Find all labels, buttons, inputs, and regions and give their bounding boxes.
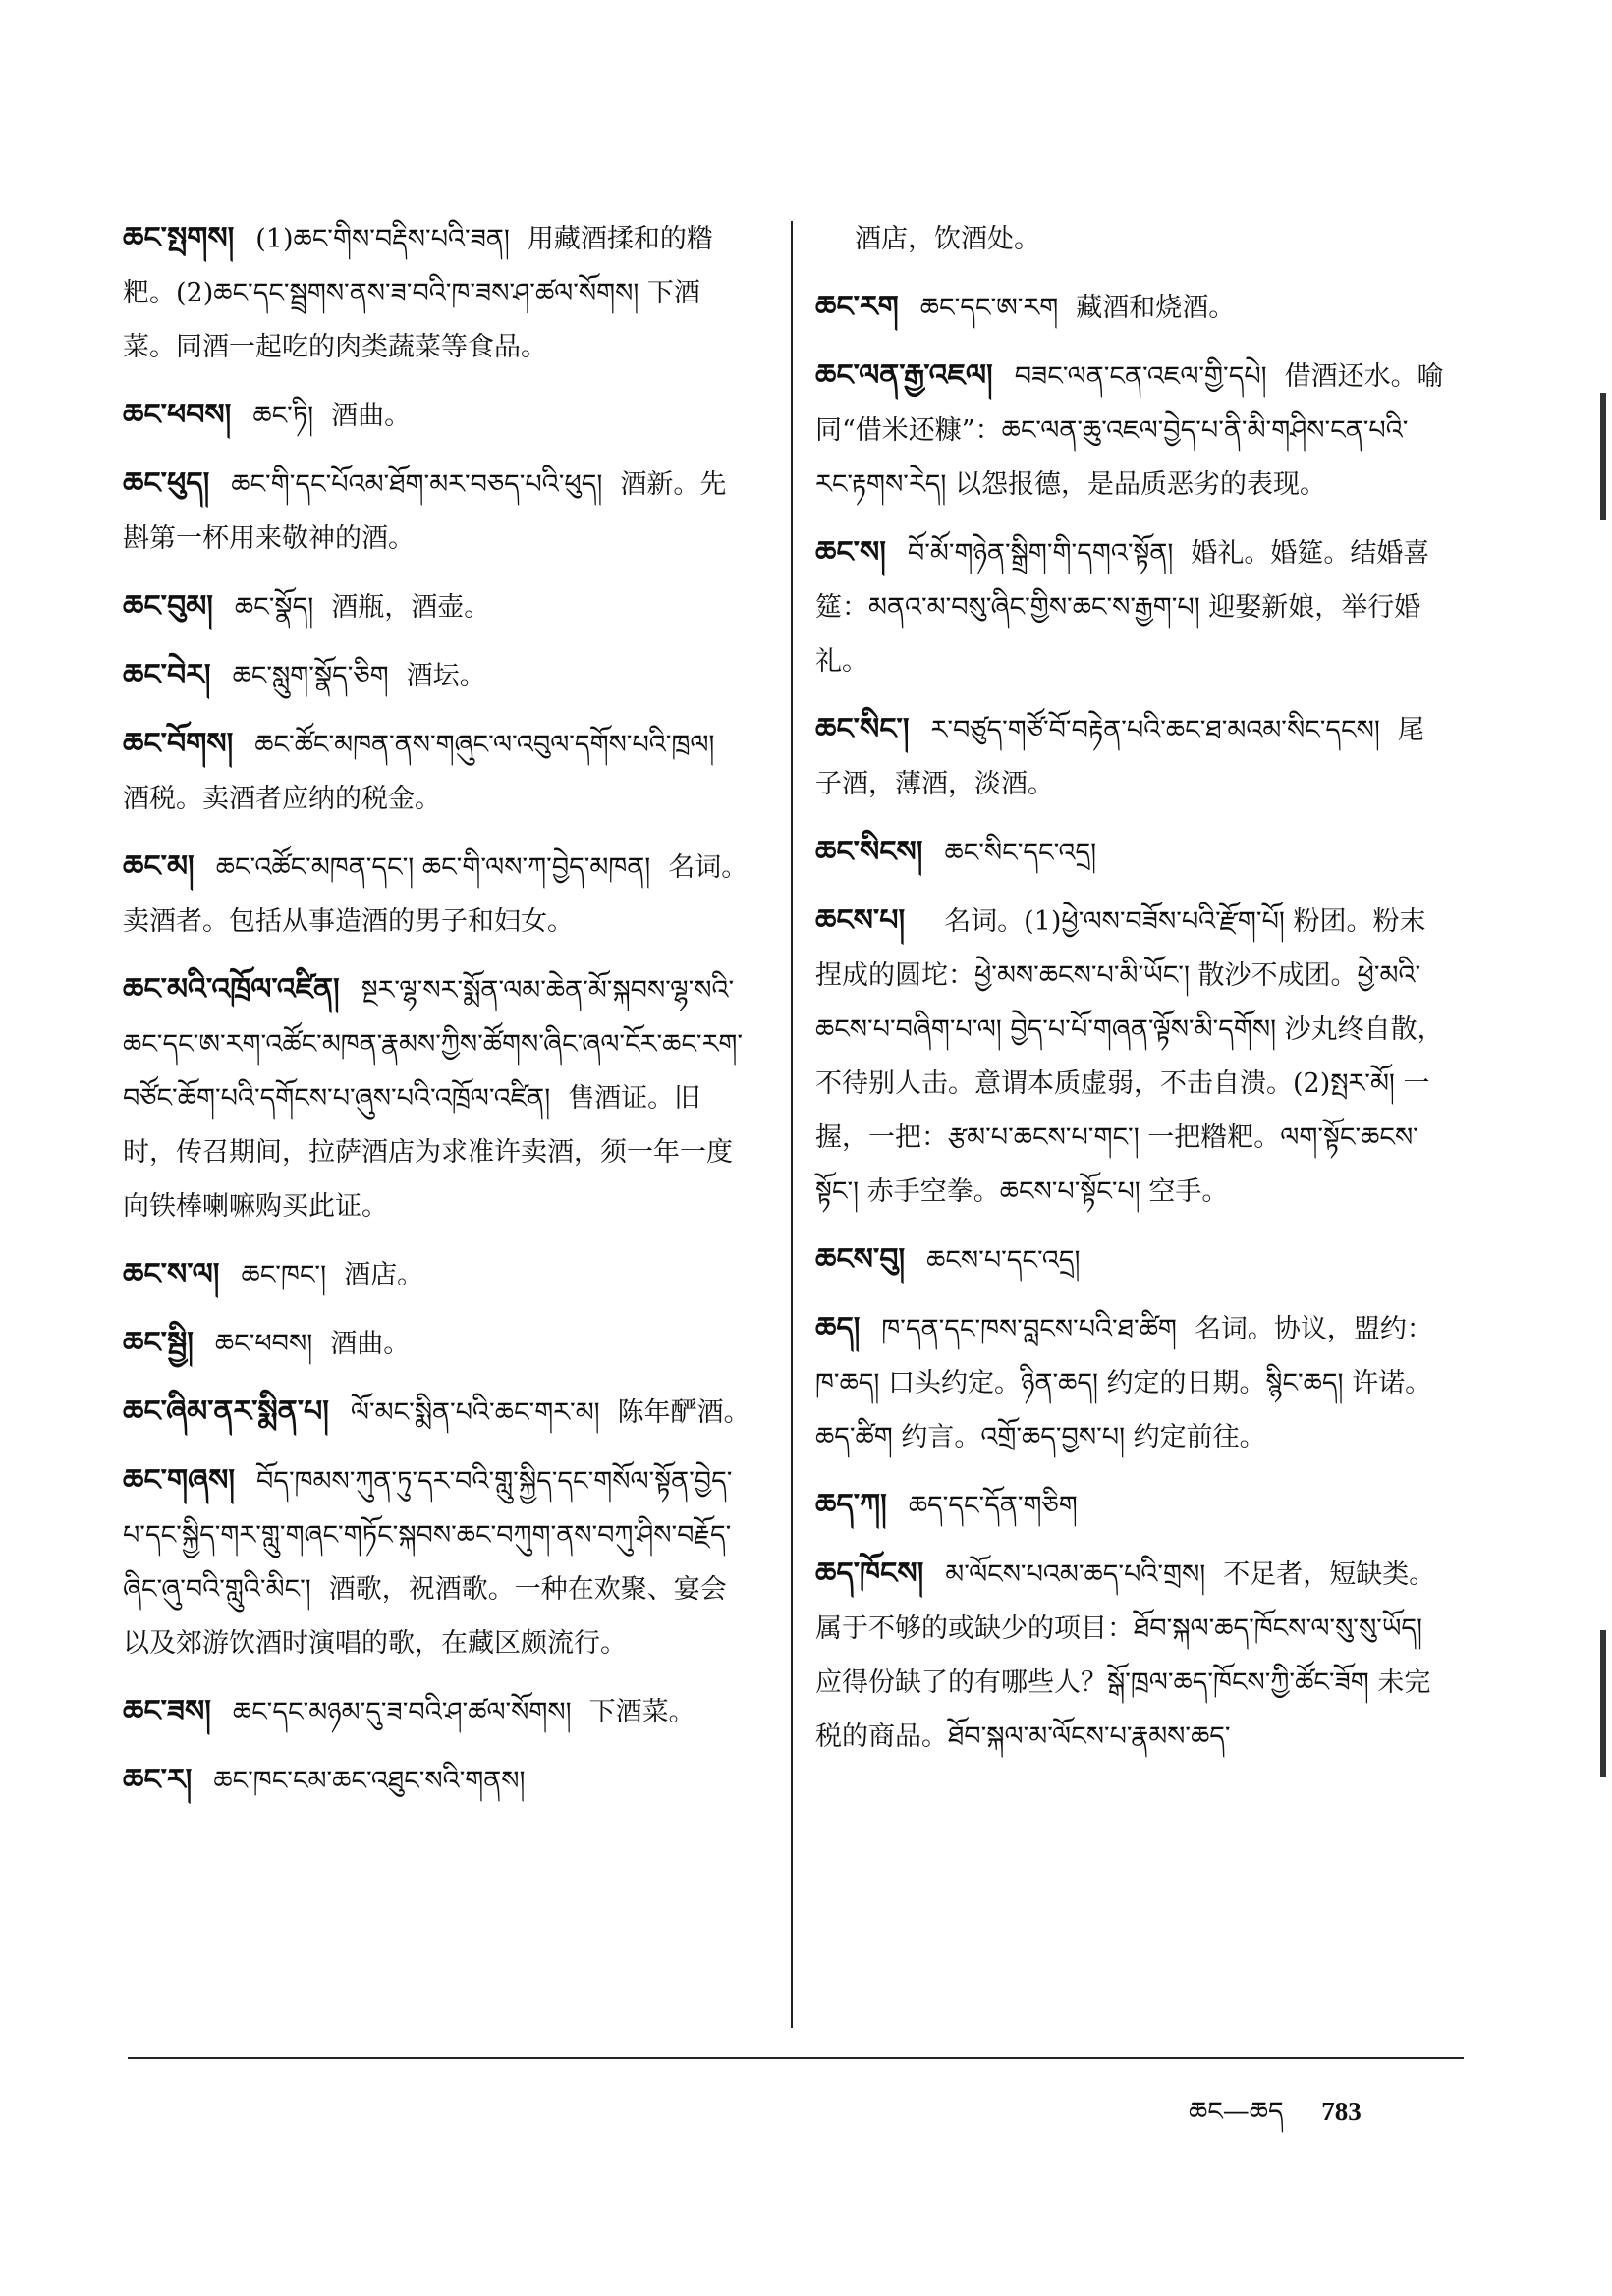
chinese-definition: 借酒还水。喻同“借米还糠”：ཆང་ལན་ཆུ་འཇལ་བྱེད་པ་ནི་མི་གཤིས་ངན་པའི་རང་རྟགས་རེད། 以怨报德，是品质恶劣的表现。 [815, 361, 1444, 500]
entry [123, 648, 751, 703]
headword: ཆང་རག [815, 290, 899, 324]
headword: ཆང་ཟས། [123, 1694, 211, 1728]
entry [123, 1385, 751, 1440]
tibetan-definition: ཆང་དང་ཨ་རག [919, 293, 1059, 323]
headword: ཆངས་པ། [815, 903, 906, 938]
tibetan-definition: ཆང་ཚོང་མཁན་ནས་གཞུང་ལ་འབུལ་དགོས་པའི་ཁྲལ། [254, 730, 715, 760]
headword: ཆད་ཀ། [815, 1488, 887, 1522]
entry [815, 211, 1444, 266]
tibetan-definition: ཆང་སིང་དང་འདྲ། [944, 838, 1097, 868]
tibetan-definition: ཆང་གི་དང་པོའམ་ཐོག་མར་བཅད་པའི་ཕུད། [231, 469, 603, 500]
chinese-definition: 酒店，饮酒处。 [855, 224, 1040, 254]
entry [123, 388, 751, 443]
tibetan-definition: (1)ཆང་གིས་བརྡིས་པའི་ཟན། [255, 224, 510, 254]
headword: ཆད། [815, 1311, 861, 1345]
chinese-definition: 下酒菜。 [588, 1697, 695, 1727]
chinese-definition: 酒曲。 [330, 1329, 411, 1359]
chinese-definition: 不足者，短缺类。属于不够的或缺少的项目：ཐོབ་སྐལ་ཆད་ཁོངས་ལ་སུ་སུ་ཡོད། 应得份缺了的有哪些人？སྒོ་ཁྲལ་ཆད་ཁོངས་ཀྱི་ཚོང་ཟོག 未完税的商品。ཐོབ་སྐལ་མ་ལོངས་པ་རྣམས་ཆད་ [815, 1559, 1436, 1752]
tibetan-definition: ཆང་ཕབས། [214, 1329, 313, 1359]
headword: ཆང་ཕབས། [123, 398, 232, 432]
entry [815, 525, 1444, 688]
tibetan-definition: ལོ་མང་སྨིན་པའི་ཆང་གར་མ། [350, 1397, 600, 1428]
tibetan-definition: ཆང་འཚོང་མཁན་དང་། ཆང་གི་ལས་ཀ་བྱེད་མཁན། [215, 852, 651, 883]
entry [123, 211, 751, 374]
tibetan-definition: ཆང་སྣོད། [234, 592, 314, 623]
entry [815, 825, 1444, 880]
column-divider [791, 221, 793, 2028]
tibetan-definition: ཆང་ཏི། [252, 401, 314, 431]
entry [123, 457, 751, 566]
chinese-definition: 酒歌，祝酒歌。一种在欢聚、宴会以及郊游饮酒时演唱的歌，在藏区颇流行。 [123, 1574, 727, 1659]
headword: ཆང་སྤགས། [123, 221, 235, 255]
chinese-definition: 酒税。卖酒者应纳的税金。 [123, 784, 441, 814]
right-column [815, 211, 1444, 1777]
tibetan-definition: ཆང་ཁང་ངམ་ཆང་འཐུང་སའི་གནས། [213, 1766, 526, 1796]
tibetan-definition: ཆད་དང་དོན་གཅིག [908, 1491, 1078, 1521]
chinese-definition: 酒瓶，酒壶。 [331, 592, 491, 623]
tibetan-definition: ར་བཙུད་གཙོ་བོ་བརྟེན་པའི་ཆང་ཐ་མའམ་སིང་དངས། [930, 715, 1380, 745]
scan-edge-mark [1600, 393, 1606, 520]
headword: ཆང་སིངས། [815, 835, 923, 869]
headword: ཆང་སིང་། [815, 712, 910, 746]
tibetan-definition: ཆང་སླུག་སྣོད་ཅིག [232, 661, 389, 691]
entry [815, 894, 1444, 1219]
entry [123, 579, 751, 634]
headword: ཆང་བེར། [123, 658, 211, 692]
scan-edge-mark [1600, 1630, 1606, 1777]
entry [123, 1316, 751, 1371]
chinese-definition: 酒坛。 [406, 661, 486, 691]
chinese-definition: 售酒证。旧时，传召期间，拉萨酒店为求准许卖酒，须一年一度向铁棒喇嘛购买此证。 [123, 1083, 733, 1222]
chinese-definition: 名词。协议，盟约：ཁ་ཆད། 口头约定。ཉིན་ཆད། 约定的日期。སྙིང་ཆད། 许诺。ཆད་ཚིག 约言。འགྲོ་ཆད་བྱས་པ། 约定前往。 [815, 1314, 1433, 1452]
tibetan-definition: བཟང་ལན་ངན་འཇལ་གྱི་དཔེ། [1014, 361, 1267, 392]
headword: ཆང་གཞས། [123, 1463, 235, 1498]
entry [123, 962, 751, 1233]
chinese-definition: 尾子酒，薄酒，淡酒。 [815, 715, 1424, 799]
tibetan-definition: བོ་མོ་གཉེན་སྒྲིག་གི་དགའ་སྟོན། [907, 538, 1174, 569]
entry [123, 1247, 751, 1302]
bottom-rule [128, 2057, 1464, 2059]
entry [123, 717, 751, 826]
chinese-definition: 陈年酽酒。 [617, 1397, 750, 1428]
headword: ཆངས་བུ། [815, 1242, 906, 1277]
chinese-definition: 名词。(1)ཕྱེ་ལས་བཟོས་པའི་རྫོག་པོ། 粉团。粉末捏成的圆坨：ཕྱེ་མས་ཆངས་པ་མི་ཡོང་། 散沙不成团。ཕྱེ་མའི་ཆངས་པ་བཞིག་པ་ལ། བྱེད་པ་པོ་གཞན་ལྟོས་མི་དགོས། 沙丸终自散，不待别人击。意谓本质虚弱，不击自溃。(2)སྤར་མོ། 一握，一把：རྩམ་པ་ཆངས་པ་གང་། 一把糌粑。ལག་སྟོང་ཆངས་སྟོང་། 赤手空拳。ཆངས་པ་སྟོང་པ། 空手。 [815, 906, 1444, 1207]
left-column [123, 211, 751, 1822]
entry [815, 702, 1444, 811]
entry [815, 1478, 1444, 1533]
headword: ཆང་སྦྱི། [123, 1326, 194, 1360]
tibetan-definition: བོད་ཁམས་ཀུན་ཏུ་དར་བའི་གླུ་སྐྱིད་དང་གསོལ་སྟོན་བྱེད་པ་དང་སྐྱིད་གར་གླུ་གཞང་གཏོང་སྐབས་ཆང་བཀུག་ནས་བཀུ་ཤིས་བརྗོད་ཞིང་ཞུ་བའི་གླུའི་མིང་། [123, 1466, 733, 1605]
headword: ཆང་མ། [123, 849, 195, 884]
page-footer [1189, 2082, 1362, 2157]
entry [815, 1301, 1444, 1464]
entry [815, 1547, 1444, 1764]
tibetan-definition: ཁ་དན་དང་ཁས་བླངས་པའི་ཐ་ཚིག [881, 1314, 1177, 1344]
entry [123, 1453, 751, 1670]
headword: ཆང་ཞིམ་ནར་སྨིན་པ། [123, 1394, 329, 1429]
chinese-definition: 名词。卖酒者。包括从事造酒的男子和妇女。 [123, 852, 749, 937]
chinese-definition: 酒新。先斟第一杯用来敬神的酒。 [123, 469, 727, 554]
entry [123, 840, 751, 949]
entry [123, 1753, 751, 1808]
headword: ཆད་ཁོངས། [815, 1557, 924, 1591]
page-number: 783 [1321, 2097, 1362, 2126]
entry [815, 1232, 1444, 1287]
tibetan-definition: མ་ལོངས་པའམ་ཆད་པའི་གྲས། [945, 1559, 1206, 1590]
tibetan-definition: ཆངས་པ་དང་འདྲ། [926, 1245, 1081, 1276]
chinese-definition: 藏酒和烧酒。 [1076, 293, 1236, 323]
headword: ཆང་ས་ལ། [123, 1257, 220, 1291]
chinese-definition: 用藏酒揉和的糌粑。(2)ཆང་དང་སྦྲགས་ནས་ཟ་བའི་ཁ་ཟས་ཤ་ཚལ་སོགས། 下酒菜。同酒一起吃的肉类蔬菜等食品。 [123, 224, 713, 362]
entry [815, 349, 1444, 512]
headword: ཆང་ཕུད། [123, 466, 210, 501]
headword: ཆང་བོགས། [123, 727, 234, 761]
headword: ཆང་ལན་རྒྱ་འཇལ། [815, 358, 993, 393]
tibetan-definition: ཆང་དང་མཉམ་དུ་ཟ་བའི་ཤ་ཚལ་སོགས། [232, 1697, 572, 1727]
tibetan-definition: ཆང་ཁང་། [241, 1260, 327, 1290]
headword: ཆང་ས། [815, 535, 886, 570]
headword: ཆང་ར། [123, 1763, 193, 1797]
chinese-definition: 酒店。 [344, 1260, 424, 1290]
guide-words: ཆང—ཆད [1189, 2097, 1284, 2127]
tibetan-definition: སྔར་ལྷ་སར་སྨོན་ལམ་ཆེན་མོ་སྐབས་ལྷ་སའི་ཆང་དང་ཨ་རག་འཚོང་མཁན་རྣམས་ཀྱིས་ཚོགས་ཞིང་ཞལ་ངོར་ཆང་རག་བཙོང་ཆོག་པའི་དགོངས་པ་ཞུས་པའི་འཁྲོལ་འཛིན། [123, 975, 744, 1114]
chinese-definition: 酒曲。 [331, 401, 412, 431]
headword: ཆང་བུམ། [123, 589, 213, 624]
headword: ཆང་མའི་འཁྲོལ་འཛིན། [123, 972, 340, 1007]
entry [815, 280, 1444, 335]
chinese-definition: 婚礼。婚筵。结婚喜筵：མནའ་མ་བསུ་ཞིང་གྱིས་ཆང་ས་རྒྱག་པ། 迎娶新娘，举行婚礼。 [815, 538, 1430, 677]
entry [123, 1684, 751, 1739]
